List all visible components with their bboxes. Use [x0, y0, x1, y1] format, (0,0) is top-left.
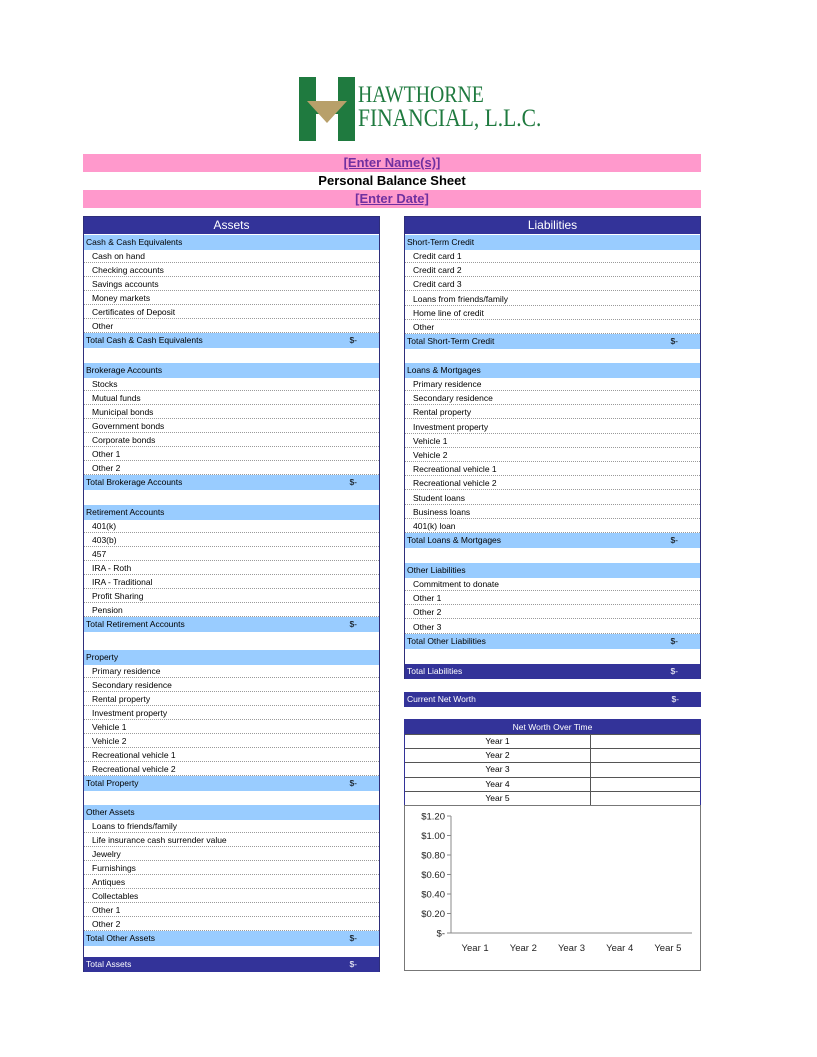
- total-total-other-liabilities-value: $-: [670, 636, 678, 646]
- current-net-worth-row[interactable]: [404, 692, 701, 707]
- liability-row-loans-business-loans-label: Business loans: [413, 506, 471, 517]
- total-total-short-term-credit: [405, 334, 700, 349]
- asset-row-property-recreational-vehicle-1[interactable]: [84, 748, 379, 762]
- assets-section-other-assets: [84, 805, 379, 820]
- net-worth-over-time-title: Net Worth Over Time: [405, 720, 700, 734]
- liability-row-loans-vehicle-1[interactable]: [405, 434, 700, 448]
- asset-row-other-antiques[interactable]: [84, 875, 379, 889]
- asset-row-brokerage-mutual-funds-label: Mutual funds: [92, 393, 141, 403]
- name-input[interactable]: [Enter Name(s)]: [83, 154, 701, 172]
- liabilities-section-short-term-credit-label: Short-Term Credit: [407, 237, 475, 247]
- assets-section-property-label: Property: [86, 652, 119, 662]
- asset-row-property-recreational-vehicle-2-label: Recreational vehicle 2: [92, 764, 176, 774]
- net-worth-over-time-table: [404, 719, 701, 806]
- liability-row-loans-401-k-loan[interactable]: [405, 519, 700, 533]
- asset-row-brokerage-stocks[interactable]: [84, 377, 379, 391]
- net-worth-year-value[interactable]: [591, 792, 700, 805]
- asset-row-property-vehicle-2[interactable]: [84, 734, 379, 748]
- total-total-property-label: Total Property: [86, 778, 139, 788]
- chart-y-tick-label: $0.60: [421, 870, 445, 881]
- chart-x-tick-label: Year 3: [557, 943, 586, 954]
- net-worth-year-value[interactable]: [591, 735, 700, 748]
- asset-row-cash-savings-accounts-label: Savings accounts: [92, 279, 159, 289]
- logo-mark-icon: [299, 77, 355, 141]
- company-logo: [299, 77, 542, 143]
- liability-row-short_term-credit-card-2-label: Credit card 2: [413, 265, 462, 276]
- chart-y-tick-label: $0.40: [421, 889, 445, 901]
- liability-row-loans-student-loans-label: Student loans: [413, 492, 465, 503]
- chart-y-tick-label: $0.20: [421, 909, 445, 920]
- asset-row-brokerage-other-1[interactable]: [84, 447, 379, 461]
- asset-row-brokerage-other-2-label: Other 2: [92, 463, 121, 473]
- total-total-brokerage-accounts: [84, 475, 379, 490]
- asset-row-property-primary-residence[interactable]: [84, 664, 379, 678]
- liability-row-other-other-2-label: Other 2: [413, 607, 442, 618]
- liability-row-other-commitment-to-donate-label: Commitment to donate: [413, 579, 499, 589]
- asset-row-other-furnishings-label: Furnishings: [92, 863, 136, 873]
- total-total-cash-cash-equivalents-label: Total Cash & Cash Equivalents: [86, 335, 203, 345]
- liabilities-section-short-term-credit: [405, 235, 700, 250]
- net-worth-year-row[interactable]: [405, 791, 700, 805]
- asset-row-property-vehicle-2-label: Vehicle 2: [92, 736, 127, 746]
- asset-row-other-other-2[interactable]: [84, 917, 379, 931]
- liability-row-short_term-credit-card-2[interactable]: [405, 263, 700, 277]
- total-total-cash-cash-equivalents-value: $-: [349, 335, 357, 345]
- asset-row-brokerage-mutual-funds[interactable]: [84, 391, 379, 405]
- assets-section-brokerage-accounts: [84, 363, 379, 378]
- net-worth-year-value[interactable]: [591, 778, 700, 791]
- asset-row-property-investment-property[interactable]: [84, 706, 379, 720]
- asset-row-brokerage-government-bonds[interactable]: [84, 419, 379, 433]
- net-worth-chart-svg: [405, 806, 702, 972]
- liability-row-loans-investment-property[interactable]: [405, 420, 700, 434]
- assets-section-retirement-accounts: [84, 505, 379, 520]
- net-worth-year-row[interactable]: [405, 734, 700, 748]
- asset-row-other-furnishings[interactable]: [84, 861, 379, 875]
- liability-row-loans-vehicle-1-label: Vehicle 1: [413, 435, 448, 446]
- assets-section-other-assets-label: Other Assets: [86, 807, 135, 817]
- liability-row-short_term-credit-card-3[interactable]: [405, 277, 700, 291]
- asset-row-property-vehicle-1-label: Vehicle 1: [92, 722, 127, 732]
- liability-row-loans-secondary-residence-label: Secondary residence: [413, 393, 493, 404]
- total-total-brokerage-accounts-value: $-: [349, 477, 357, 487]
- asset-row-brokerage-other-2[interactable]: [84, 461, 379, 475]
- liability-row-loans-recreational-vehicle-2-label: Recreational vehicle 2: [413, 478, 497, 489]
- liability-row-loans-recreational-vehicle-1-label: Recreational vehicle 1: [413, 464, 497, 475]
- total-assets-value: $-: [349, 959, 357, 969]
- assets-panel: [83, 216, 380, 972]
- chart-x-tick-label: Year 2: [509, 943, 537, 954]
- asset-row-cash-money-markets-label: Money markets: [92, 293, 151, 303]
- asset-row-brokerage-municipal-bonds[interactable]: [84, 405, 379, 419]
- liability-row-loans-business-loans[interactable]: [405, 505, 700, 519]
- asset-row-property-recreational-vehicle-2[interactable]: [84, 762, 379, 776]
- asset-row-retirement-ira-traditional[interactable]: [84, 575, 379, 589]
- assets-section-property: [84, 650, 379, 665]
- liability-row-short_term-other-label: Other: [413, 322, 435, 332]
- net-worth-chart: [404, 805, 701, 971]
- asset-row-retirement-profit-sharing[interactable]: [84, 589, 379, 603]
- total-liabilities: [405, 664, 700, 679]
- chart-y-tick-label: $1.20: [421, 811, 445, 823]
- current-net-worth-label: Current Net Worth: [407, 694, 476, 704]
- liability-row-loans-primary-residence[interactable]: [405, 377, 700, 391]
- liabilities-section-loans-mortgages: [405, 363, 700, 378]
- asset-row-property-vehicle-1[interactable]: [84, 720, 379, 734]
- assets-section-cash-cash-equivalents-label: Cash & Cash Equivalents: [86, 237, 183, 247]
- date-input[interactable]: [Enter Date]: [83, 190, 701, 208]
- net-worth-year-label: Year 4: [405, 778, 591, 791]
- asset-row-retirement-profit-sharing-label: Profit Sharing: [92, 591, 144, 601]
- assets-title: Assets: [84, 217, 379, 234]
- total-total-other-liabilities-label: Total Other Liabilities: [407, 636, 486, 646]
- total-total-loans-mortgages-label: Total Loans & Mortgages: [407, 535, 502, 545]
- liability-row-short_term-loans-from-friends-family[interactable]: [405, 292, 700, 306]
- liability-row-other-other-3[interactable]: [405, 620, 700, 634]
- asset-row-cash-cash-on-hand[interactable]: [84, 249, 379, 263]
- total-total-other-assets-label: Total Other Assets: [86, 933, 155, 943]
- asset-row-property-rental-property[interactable]: [84, 692, 379, 706]
- asset-row-retirement-457-label: 457: [92, 549, 107, 559]
- asset-row-brokerage-government-bonds-label: Government bonds: [92, 421, 165, 431]
- asset-row-other-collectables[interactable]: [84, 889, 379, 903]
- asset-row-property-secondary-residence-label: Secondary residence: [92, 680, 172, 690]
- liability-row-loans-vehicle-2[interactable]: [405, 448, 700, 462]
- total-liabilities-label: Total Liabilities: [407, 666, 463, 676]
- asset-row-cash-money-markets[interactable]: [84, 291, 379, 305]
- total-total-short-term-credit-value: $-: [670, 336, 678, 346]
- liability-row-other-other-1-label: Other 1: [413, 593, 442, 604]
- asset-row-other-loans-to-friends-family-label: Loans to friends/family: [92, 821, 178, 831]
- asset-row-property-rental-property-label: Rental property: [92, 694, 151, 704]
- total-total-retirement-accounts-value: $-: [349, 619, 357, 629]
- net-worth-year-row[interactable]: [405, 748, 700, 762]
- net-worth-year-label: Year 1: [405, 735, 591, 748]
- liabilities-section-other-liabilities-label: Other Liabilities: [407, 565, 466, 575]
- asset-row-other-loans-to-friends-family[interactable]: [84, 819, 379, 833]
- asset-row-other-life-insurance-cash-surrender-value-label: Life insurance cash surrender value: [92, 835, 227, 845]
- liabilities-title: Liabilities: [405, 217, 700, 234]
- asset-row-retirement-403-b[interactable]: [84, 533, 379, 547]
- liability-row-short_term-other[interactable]: [405, 320, 700, 334]
- current-net-worth-value: $-: [671, 694, 679, 704]
- liability-row-short_term-credit-card-1[interactable]: [405, 249, 700, 263]
- total-total-loans-mortgages: [405, 533, 700, 548]
- asset-row-cash-certificates-of-deposit-label: Certificates of Deposit: [92, 307, 176, 317]
- asset-row-cash-certificates-of-deposit[interactable]: [84, 305, 379, 319]
- asset-row-retirement-401-k[interactable]: [84, 519, 379, 533]
- liability-row-loans-secondary-residence[interactable]: [405, 391, 700, 405]
- asset-row-retirement-pension-label: Pension: [92, 605, 123, 615]
- asset-row-other-jewelry[interactable]: [84, 847, 379, 861]
- liability-row-short_term-credit-card-1-label: Credit card 1: [413, 251, 462, 261]
- logo-wordmark: HAWTHORNE FINANCIAL, L.L.C.: [358, 82, 542, 132]
- total-total-brokerage-accounts-label: Total Brokerage Accounts: [86, 477, 183, 487]
- net-worth-year-label: Year 2: [405, 749, 591, 762]
- net-worth-year-label: Year 5: [405, 792, 591, 805]
- asset-row-property-recreational-vehicle-1-label: Recreational vehicle 1: [92, 750, 176, 760]
- asset-row-brokerage-municipal-bonds-label: Municipal bonds: [92, 407, 154, 417]
- liabilities-panel: [404, 216, 701, 679]
- net-worth-year-value[interactable]: [591, 749, 700, 762]
- liability-row-loans-rental-property[interactable]: [405, 405, 700, 419]
- total-assets-label: Total Assets: [86, 959, 132, 969]
- asset-row-brokerage-corporate-bonds[interactable]: [84, 433, 379, 447]
- asset-row-retirement-401-k-label: 401(k): [92, 521, 117, 531]
- asset-row-cash-cash-on-hand-label: Cash on hand: [92, 251, 145, 261]
- asset-row-property-investment-property-label: Investment property: [92, 708, 168, 718]
- asset-row-retirement-ira-roth-label: IRA - Roth: [92, 563, 132, 573]
- page-title: Personal Balance Sheet: [83, 172, 701, 190]
- liabilities-section-loans-mortgages-label: Loans & Mortgages: [407, 365, 481, 375]
- liability-row-loans-investment-property-label: Investment property: [413, 421, 489, 432]
- total-total-retirement-accounts-label: Total Retirement Accounts: [86, 619, 185, 629]
- total-total-property: [84, 776, 379, 791]
- liability-row-loans-student-loans[interactable]: [405, 491, 700, 505]
- net-worth-year-value[interactable]: [591, 763, 700, 776]
- total-total-property-value: $-: [349, 778, 357, 788]
- liabilities-section-other-liabilities: [405, 563, 700, 578]
- asset-row-retirement-pension[interactable]: [84, 603, 379, 617]
- asset-row-other-collectables-label: Collectables: [92, 891, 139, 901]
- asset-row-other-antiques-label: Antiques: [92, 877, 126, 887]
- liability-row-short_term-home-line-of-credit[interactable]: [405, 306, 700, 320]
- chart-x-tick-label: Year 5: [654, 943, 682, 954]
- asset-row-property-primary-residence-label: Primary residence: [92, 666, 161, 676]
- asset-row-property-secondary-residence[interactable]: [84, 678, 379, 692]
- net-worth-year-row[interactable]: [405, 762, 700, 776]
- assets-section-brokerage-accounts-label: Brokerage Accounts: [86, 365, 163, 375]
- net-worth-year-row[interactable]: [405, 777, 700, 791]
- asset-row-retirement-ira-traditional-label: IRA - Traditional: [92, 577, 153, 587]
- liability-row-other-other-1[interactable]: [405, 591, 700, 605]
- liability-row-other-commitment-to-donate[interactable]: [405, 577, 700, 591]
- asset-row-other-other-2-label: Other 2: [92, 919, 121, 929]
- asset-row-other-other-1-label: Other 1: [92, 905, 121, 915]
- liability-row-loans-recreational-vehicle-2[interactable]: [405, 476, 700, 490]
- total-liabilities-value: $-: [670, 666, 678, 676]
- liability-row-loans-401-k-loan-label: 401(k) loan: [413, 521, 456, 531]
- asset-row-brokerage-stocks-label: Stocks: [92, 379, 118, 389]
- total-total-other-assets-value: $-: [349, 933, 357, 943]
- asset-row-cash-other[interactable]: [84, 319, 379, 333]
- chart-y-tick-label: $1.00: [421, 831, 445, 842]
- liability-row-short_term-credit-card-3-label: Credit card 3: [413, 279, 462, 290]
- chart-x-tick-label: Year 1: [461, 943, 489, 954]
- total-total-retirement-accounts: [84, 617, 379, 632]
- liability-row-loans-primary-residence-label: Primary residence: [413, 379, 482, 389]
- assets-section-cash-cash-equivalents: [84, 235, 379, 250]
- total-total-cash-cash-equivalents: [84, 333, 379, 348]
- asset-row-cash-checking-accounts[interactable]: [84, 263, 379, 277]
- chart-x-tick-label: Year 4: [606, 943, 634, 954]
- asset-row-cash-savings-accounts[interactable]: [84, 277, 379, 291]
- asset-row-retirement-457[interactable]: [84, 547, 379, 561]
- asset-row-cash-checking-accounts-label: Checking accounts: [92, 265, 164, 275]
- asset-row-other-life-insurance-cash-surrender-value[interactable]: [84, 833, 379, 847]
- net-worth-year-label: Year 3: [405, 763, 591, 776]
- liability-row-other-other-3-label: Other 3: [413, 621, 442, 632]
- liability-row-other-other-2[interactable]: [405, 605, 700, 619]
- total-total-loans-mortgages-value: $-: [670, 535, 678, 545]
- asset-row-retirement-ira-roth[interactable]: [84, 561, 379, 575]
- asset-row-retirement-403-b-label: 403(b): [92, 535, 117, 545]
- liability-row-loans-vehicle-2-label: Vehicle 2: [413, 450, 448, 460]
- total-total-short-term-credit-label: Total Short-Term Credit: [407, 336, 495, 346]
- liability-row-loans-recreational-vehicle-1[interactable]: [405, 462, 700, 476]
- chart-y-tick-label: $-: [436, 928, 445, 940]
- asset-row-other-other-1[interactable]: [84, 903, 379, 917]
- assets-section-retirement-accounts-label: Retirement Accounts: [86, 507, 165, 517]
- total-total-other-assets: [84, 931, 379, 946]
- liability-row-loans-rental-property-label: Rental property: [413, 407, 472, 418]
- liability-row-short_term-loans-from-friends-family-label: Loans from friends/family: [413, 293, 508, 304]
- asset-row-brokerage-other-1-label: Other 1: [92, 449, 121, 459]
- asset-row-brokerage-corporate-bonds-label: Corporate bonds: [92, 435, 156, 445]
- liability-row-short_term-home-line-of-credit-label: Home line of credit: [413, 307, 484, 318]
- asset-row-cash-other-label: Other: [92, 321, 114, 331]
- chart-y-tick-label: $0.80: [421, 850, 445, 862]
- total-assets: [84, 957, 379, 972]
- asset-row-other-jewelry-label: Jewelry: [92, 849, 121, 859]
- total-total-other-liabilities: [405, 634, 700, 649]
